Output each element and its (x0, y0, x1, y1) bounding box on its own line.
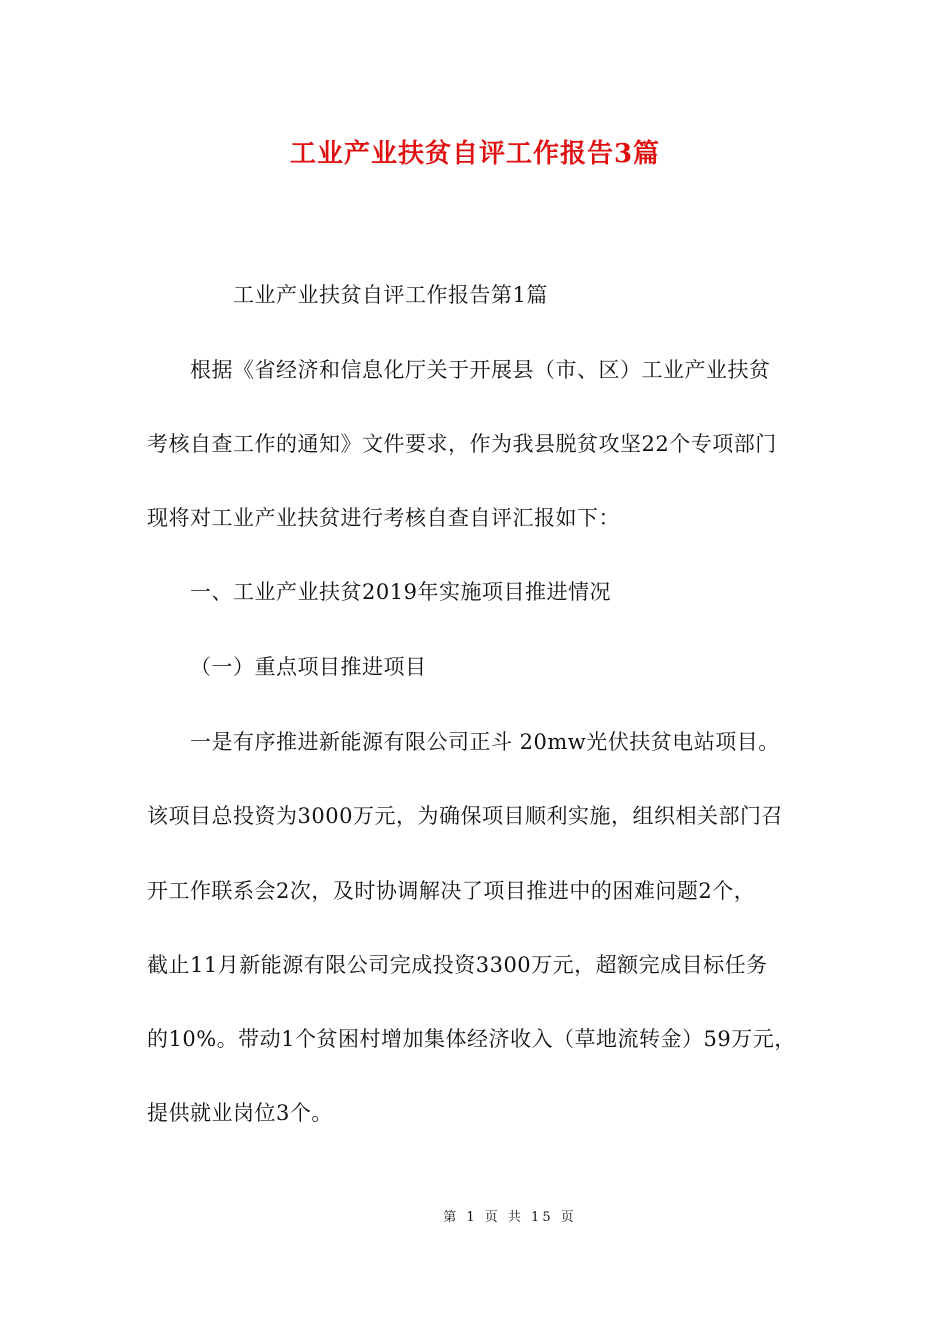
paragraph-line: 该项目总投资为3000万元，为确保项目顺利实施，组织相关部门召 (147, 804, 783, 828)
subsection-heading: 一、工业产业扶贫2019年实施项目推进情况 (190, 580, 611, 604)
paragraph-line: 提供就业岗位3个。 (147, 1101, 333, 1125)
paragraph-line: 的10%。带动1个贫困村增加集体经济收入（草地流转金）59万元， (147, 1027, 796, 1051)
paragraph-line: 一是有序推进新能源有限公司正斗 20mw光伏扶贫电站项目。 (190, 730, 780, 754)
paragraph-line: 根据《省经济和信息化厅关于开展县（市、区）工业产业扶贫 (190, 358, 771, 382)
page-footer: 第 1 页 共 15 页 (443, 1210, 577, 1225)
document-title: 工业产业扶贫自评工作报告3篇 (289, 139, 661, 169)
paragraph-line: 开工作联系会2次，及时协调解决了项目推进中的困难问题2个， (147, 879, 756, 903)
paragraph-line: 考核自查工作的通知》文件要求，作为我县脱贫攻坚22个专项部门 (147, 432, 777, 456)
paragraph-line: 截止11月新能源有限公司完成投资3300万元，超额完成目标任务 (147, 953, 768, 977)
section-heading: 工业产业扶贫自评工作报告第1篇 (233, 283, 548, 307)
paragraph-line: 现将对工业产业扶贫进行考核自查自评汇报如下： (147, 506, 620, 530)
subsection-heading: （一）重点项目推进项目 (190, 655, 427, 679)
